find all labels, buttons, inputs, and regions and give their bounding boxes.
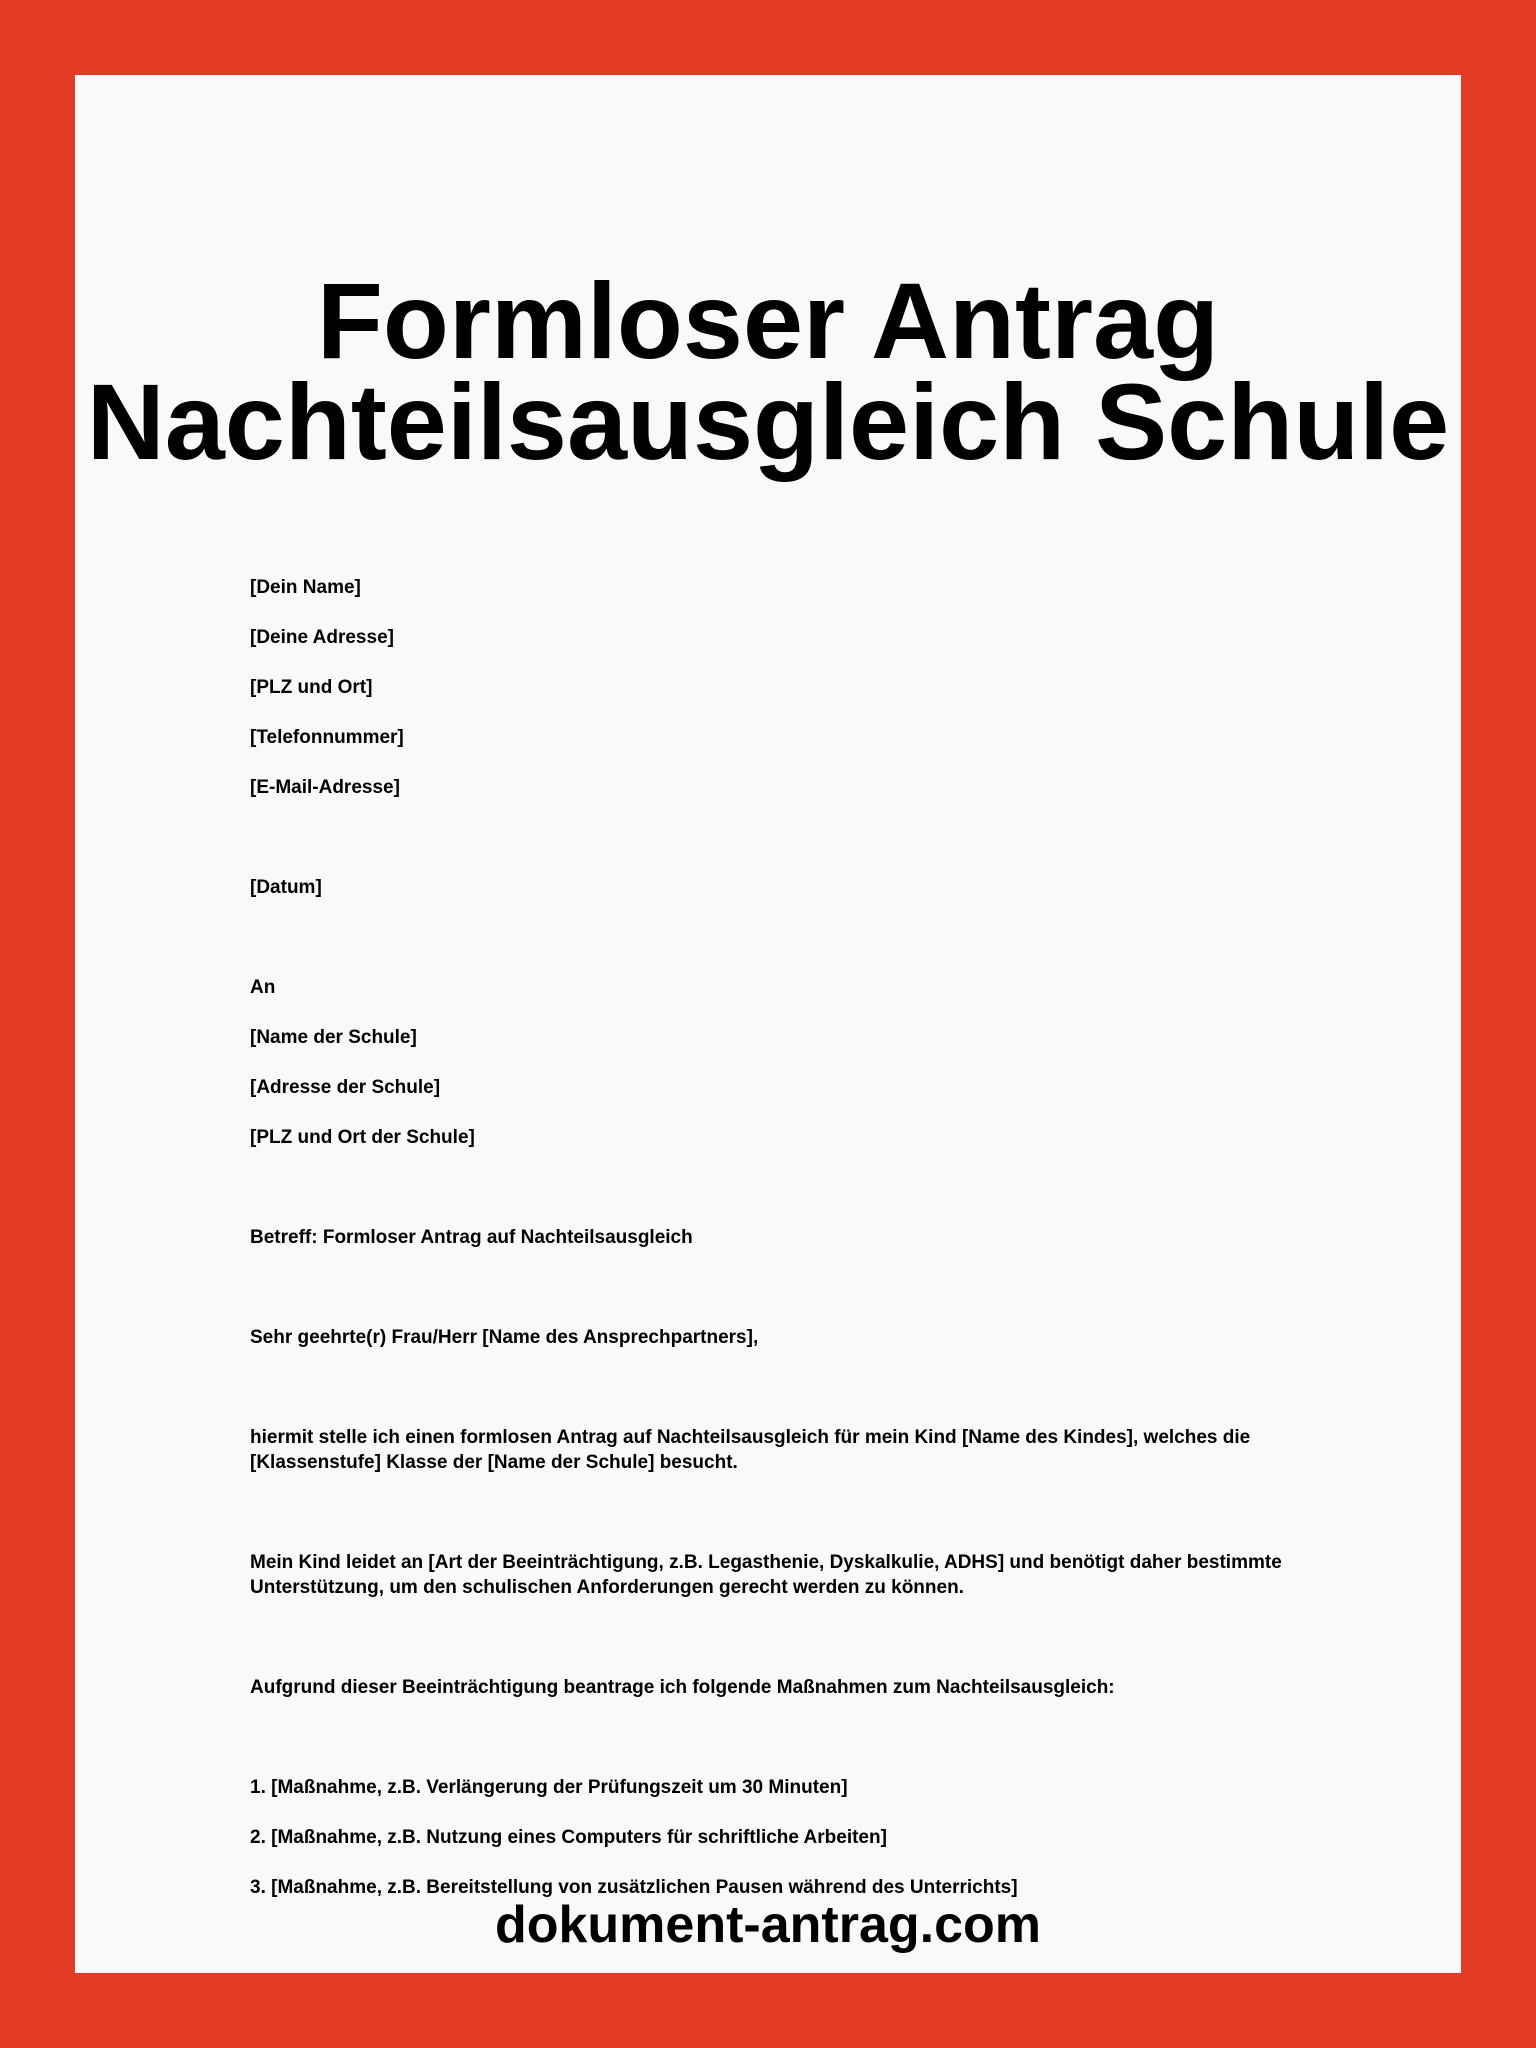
sender-address: [Deine Adresse] — [250, 627, 394, 648]
recipient-school-address: [Adresse der Schule] — [250, 1077, 441, 1098]
letter-body — [250, 575, 1370, 1925]
title-line-1: Formloser Antrag — [316, 260, 1220, 381]
recipient-school-name: [Name der Schule] — [250, 1027, 417, 1048]
letter-paragraph-2: Mein Kind leidet an [Art der Beeinträchtigung, z.B. Legasthenie, Dyskalkulie, ADHS] und benötigt daher bestimmte Unterstützung, um den schulischen Anforderungen gerecht werden zu können. — [250, 1552, 1282, 1598]
document-page — [75, 75, 1461, 1973]
letter-paragraph-1: hiermit stelle ich einen formlosen Antrag auf Nachteilsausgleich für mein Kind [Name des Kindes], welches die [Klassenstufe] Klasse der [Name der Schule] besucht. — [250, 1427, 1251, 1473]
sender-name: [Dein Name] — [250, 577, 361, 598]
letter-subject: Betreff: Formloser Antrag auf Nachteilsausgleich — [250, 1227, 693, 1248]
sender-city: [PLZ und Ort] — [250, 677, 373, 698]
measure-item: 3. [Maßnahme, z.B. Bereitstellung von zusätzlichen Pausen während des Unterrichts] — [250, 1877, 1018, 1898]
title-line-2: Nachteilsausgleich Schule — [86, 361, 1450, 482]
spacer — [250, 1600, 1370, 1675]
recipient-to: An — [250, 977, 276, 998]
letter-salutation: Sehr geehrte(r) Frau/Herr [Name des Ansprechpartners], — [250, 1327, 759, 1348]
recipient-school-city: [PLZ und Ort der Schule] — [250, 1127, 475, 1148]
measure-item: 2. [Maßnahme, z.B. Nutzung eines Computers für schriftliche Arbeiten] — [250, 1827, 887, 1848]
spacer — [250, 1275, 1370, 1325]
sender-phone: [Telefonnummer] — [250, 727, 404, 748]
measure-item: 1. [Maßnahme, z.B. Verlängerung der Prüfungszeit um 30 Minuten] — [250, 1777, 848, 1798]
spacer — [250, 925, 1370, 975]
footer-website: dokument-antrag.com — [494, 1896, 1042, 1954]
spacer — [250, 825, 1370, 875]
spacer — [250, 1175, 1370, 1225]
spacer — [250, 1375, 1370, 1425]
document-title — [75, 260, 1461, 482]
spacer — [250, 1475, 1370, 1550]
letter-date: [Datum] — [250, 877, 322, 898]
spacer — [250, 1725, 1370, 1775]
letter-paragraph-3: Aufgrund dieser Beeinträchtigung beantrage ich folgende Maßnahmen zum Nachteilsausgleich: — [250, 1677, 1115, 1698]
sender-email: [E-Mail-Adresse] — [250, 777, 400, 798]
